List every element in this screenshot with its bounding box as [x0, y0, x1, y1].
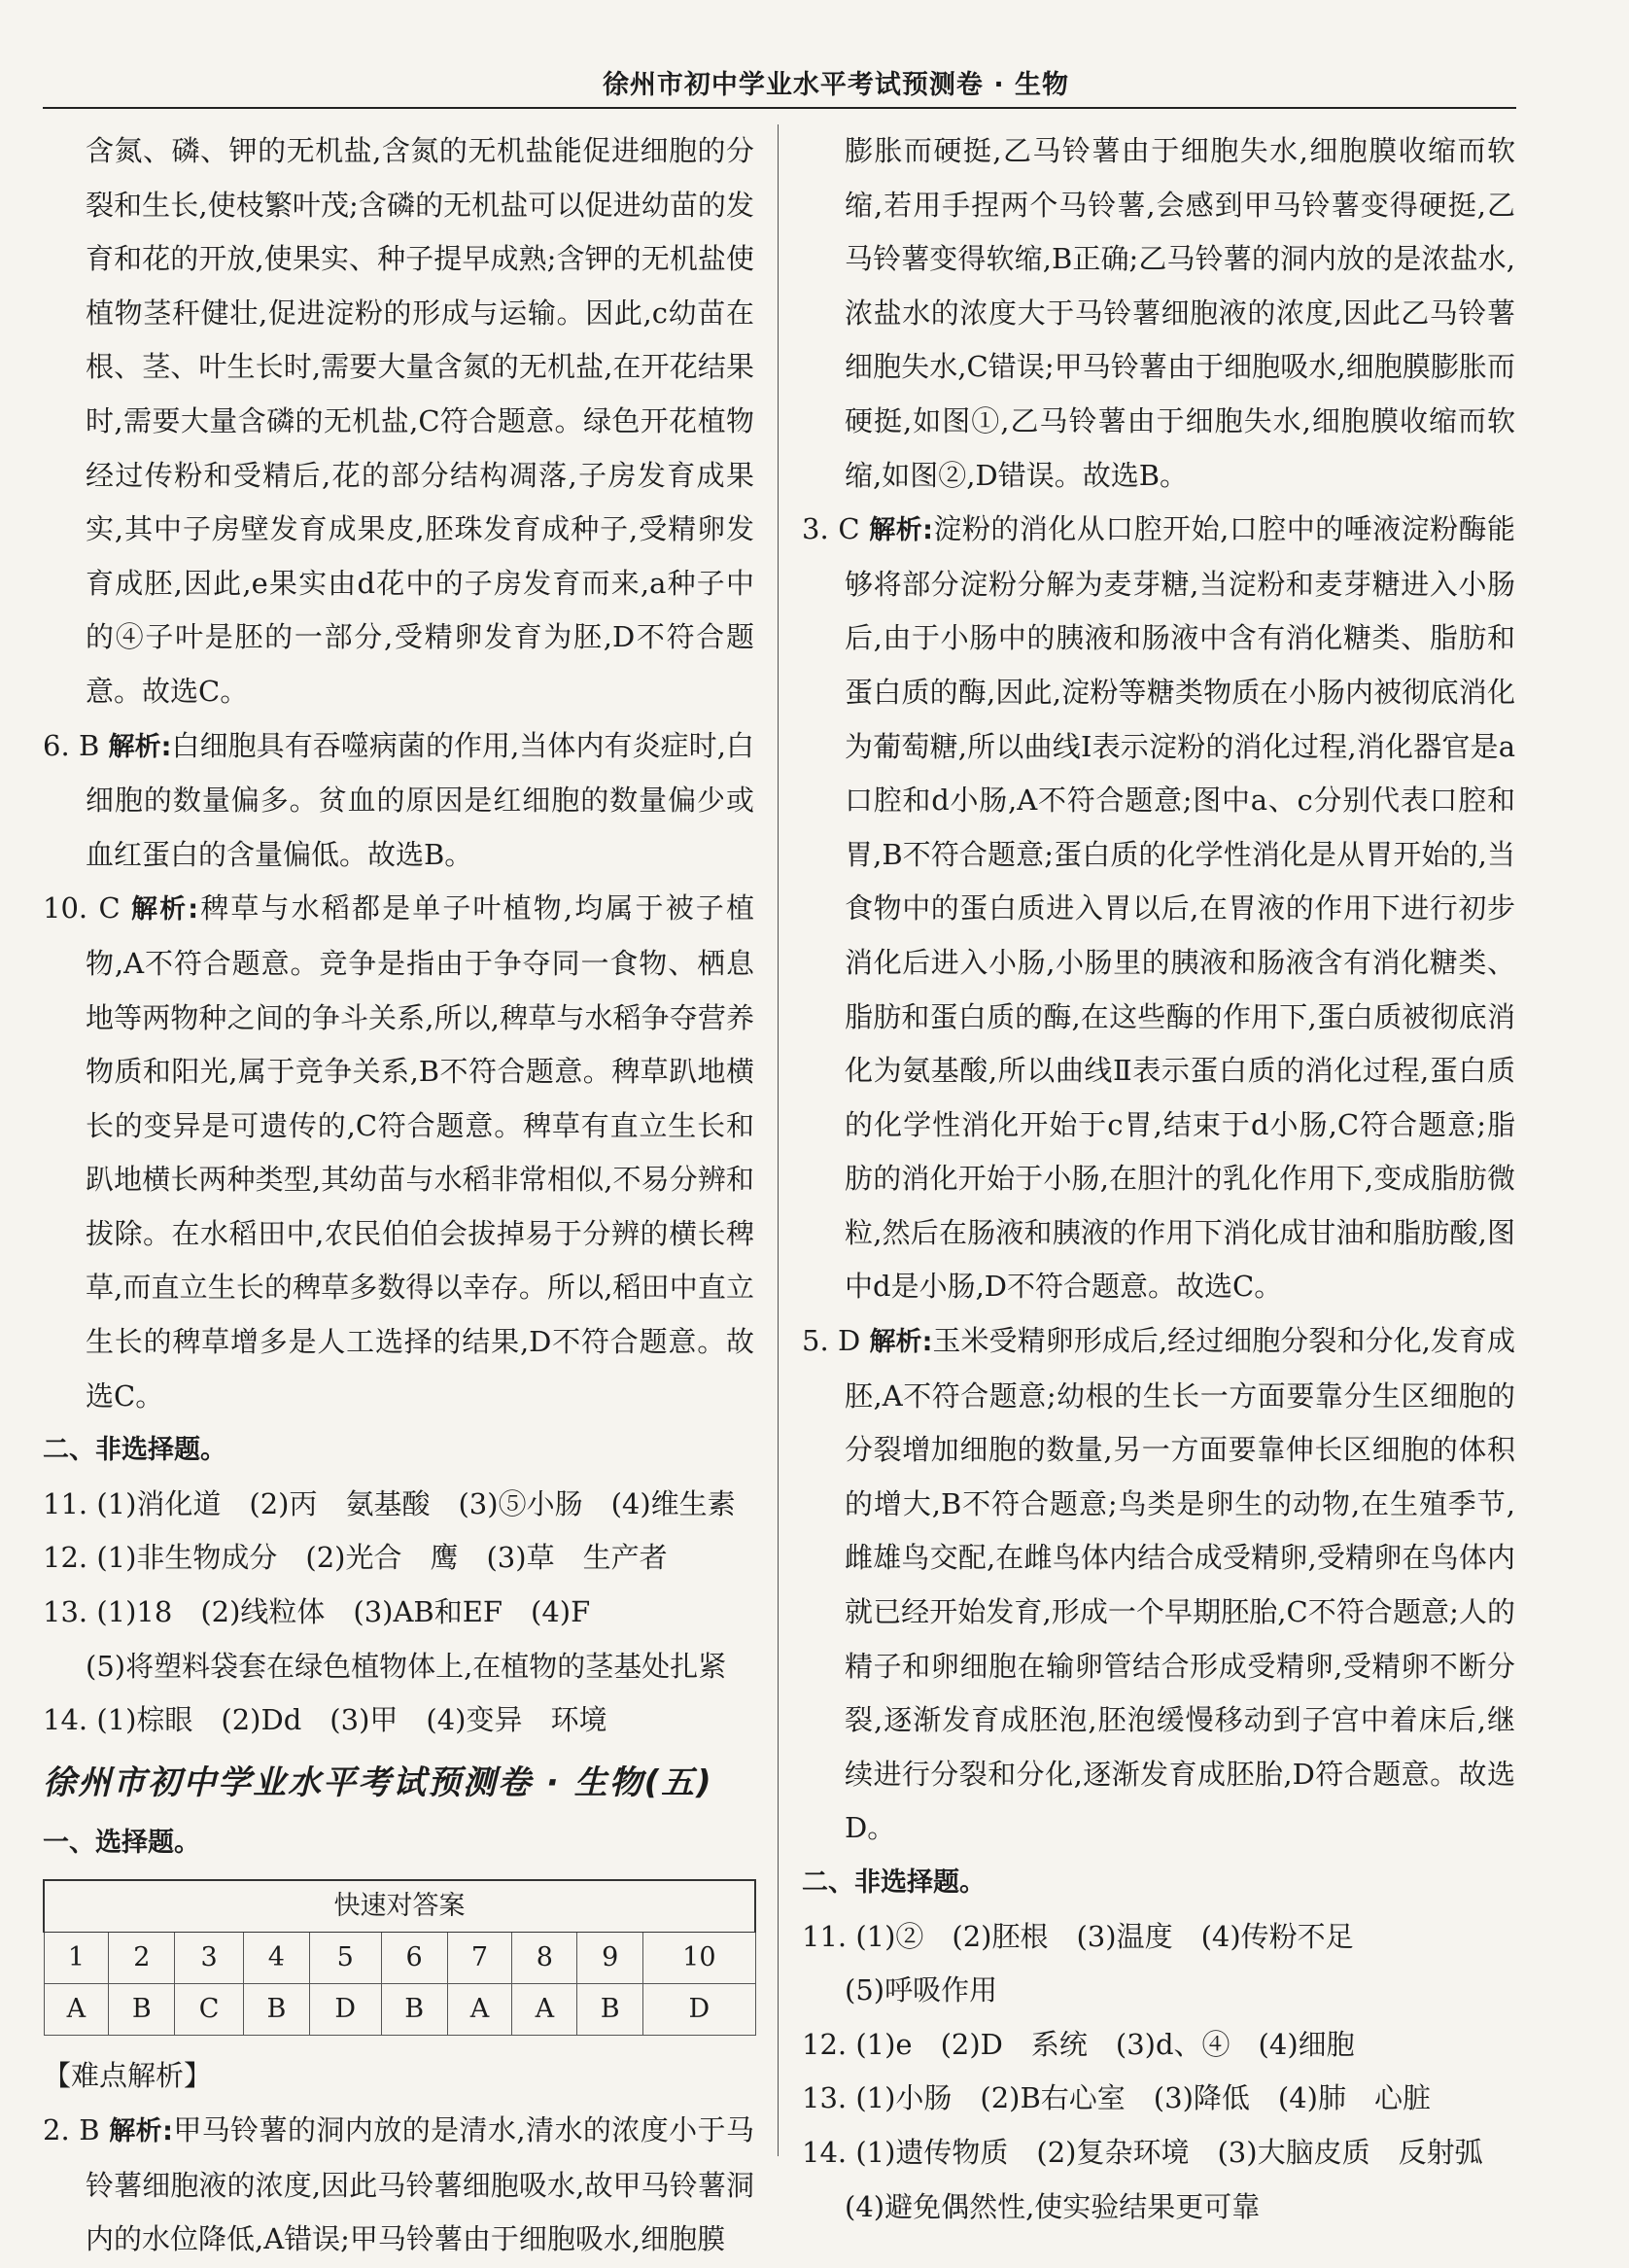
answer-10-label: 解析: [131, 894, 199, 925]
answer-6-text: 白细胞具有吞噬病菌的作用,当体内有炎症时,白细胞的数量偏多。贫血的原因是红细胞的数量偏少或血红蛋白的含量偏低。故选B。 [86, 728, 754, 871]
answer-3-text: 淀粉的消化从口腔开始,口腔中的唾液淀粉酶能够将部分淀粉分解为麦芽糖,当淀粉和麦芽糖进入小肠后,由于小肠中的胰液和肠液中含有消化糖类、脂肪和蛋白质的酶,因此,淀粉等糖类物质在小肠内被彻底消化为葡萄糖,所以曲线Ⅰ表示淀粉的消化过程,消化器官是a口腔和d小肠,A不符合题意;图中a、c分别代表口腔和胃,B不符合题意;蛋白质的化学性消化是从胃开始的,当食物中的蛋白质进入胃以后,在胃液的作用下进行初步消化后进入小肠,小肠里的胰液和肠液含有消化糖类、脂肪和蛋白质的酶,在这些酶的作用下,蛋白质被彻底消化为氨基酸,所以曲线Ⅱ表示蛋白质的消化过程,蛋白质的化学性消化开始于c胃,结束于d小肠,C符合题意;脂肪的消化开始于小肠,在胆汁的乳化作用下,变成脂肪微粒,然后在肠液和胰液的作用下消化成甘油和脂肪酸,图中d是小肠,D不符合题意。故选C。 [845, 512, 1515, 1304]
right-answer-12: 12. (1)e (2)D 系统 (3)d、④ (4)细胞 [802, 2027, 1355, 2061]
table-cell: B [381, 1984, 447, 2036]
exam-section-title: 徐州市初中学业水平考试预测卷 · 生物(五) [43, 1762, 713, 1802]
table-cell: 10 [643, 1933, 755, 1984]
answer-3-number: 3. C [802, 512, 860, 546]
answer-10-text: 稗草与水稻都是单子叶植物,均属于被子植物,A不符合题意。竞争是指由于争夺同一食物、栖息地等两物种之间的争斗关系,所以,稗草与水稻争夺营养物质和阳光,属于竞争关系,B不符合题意。稗草趴地横长的变异是可遗传的,C符合题意。稗草有直立生长和趴地横长两种类型,其幼苗与水稻非常相似,不易分辨和拔除。在水稻田中,农民伯伯会拔掉易于分辨的横长稗草,而直立生长的稗草多数得以幸存。所以,稻田中直立生长的稗草增多是人工选择的结果,D不符合题意。故选C。 [86, 891, 754, 1413]
table-cell: A [512, 1984, 577, 2036]
right-answer-14: 14. (1)遗传物质 (2)复杂环境 (3)大脑皮质 反射弧 [802, 2135, 1483, 2169]
right-answer-11-continued: (5)呼吸作用 [845, 1973, 998, 2007]
table-cell: 4 [243, 1933, 309, 1984]
right-answer-13: 13. (1)小肠 (2)B右心室 (3)降低 (4)肺 心脏 [802, 2081, 1431, 2115]
right-answer-11: 11. (1)② (2)胚根 (3)温度 (4)传粉不足 [802, 1919, 1354, 1953]
answer-2-text: 甲马铃薯的洞内放的是清水,清水的浓度小于马铃薯细胞液的浓度,因此马铃薯细胞吸水,故甲马铃薯洞内的水位降低,A错误;甲马铃薯由于细胞吸水,细胞膜 [86, 2113, 754, 2256]
difficult-analysis-heading: 【难点解析】 [43, 2059, 213, 2093]
table-cell: D [309, 1984, 381, 2036]
section-non-choice-heading: 二、非选择题。 [43, 1435, 226, 1466]
table-cell: 8 [512, 1933, 577, 1984]
answer-10-number: 10. C [43, 891, 121, 925]
page-header [43, 58, 1516, 109]
table-cell: 2 [109, 1933, 175, 1984]
answer-10 [43, 882, 754, 1423]
table-caption: 快速对答案 [44, 1880, 755, 1933]
table-cell: B [109, 1984, 175, 2036]
answer-5-label: 解析: [869, 1327, 933, 1358]
table-cell: 9 [577, 1933, 643, 1984]
answer-2-label: 解析: [109, 2116, 173, 2146]
table-cell: 1 [44, 1933, 109, 1984]
table-cell: 3 [175, 1933, 244, 1984]
table-cell: 7 [447, 1933, 512, 1984]
table-cell: A [44, 1984, 109, 2036]
quick-answer-table [43, 1879, 756, 2036]
answer-11: 11. (1)消化道 (2)丙 氨基酸 (3)⑤小肠 (4)维生素 [43, 1486, 736, 1520]
left-column [43, 124, 754, 2267]
right-column [802, 124, 1515, 2234]
table-row-answers [44, 1984, 755, 2036]
table-cell: A [447, 1984, 512, 2036]
right-section-non-choice-heading: 二、非选择题。 [802, 1867, 986, 1898]
answer-14: 14. (1)棕眼 (2)Dd (3)甲 (4)变异 环境 [43, 1703, 607, 1737]
answer-5 [802, 1314, 1515, 1856]
table-cell: B [243, 1984, 309, 2036]
right-answer-14-continued: (4)避免偶然性,使实验结果更可靠 [845, 2189, 1261, 2223]
answer-6-number: 6. B [43, 728, 100, 762]
answer-6-label: 解析: [108, 731, 172, 762]
column-divider [778, 124, 779, 2156]
header-title: 徐州市初中学业水平考试预测卷 · 生物 [602, 70, 1069, 100]
table-cell: 5 [309, 1933, 381, 1984]
right-continuation-paragraph: 膨胀而硬挺,乙马铃薯由于细胞失水,细胞膜收缩而软缩,若用手捏两个马铃薯,会感到甲马铃薯变得硬挺,乙马铃薯变得软缩,B正确;乙马铃薯的洞内放的是浓盐水,浓盐水的浓度大于马铃薯细胞液的浓度,因此乙马铃薯细胞失水,C错误;甲马铃薯由于细胞吸水,细胞膜膨胀而硬挺,如图①,乙马铃薯由于细胞失水,细胞膜收缩而软缩,如图②,D错误。故选B。 [845, 134, 1515, 492]
answer-5-text: 玉米受精卵形成后,经过细胞分裂和分化,发育成胚,A不符合题意;幼根的生长一方面要靠分生区细胞的分裂增加细胞的数量,另一方面要靠伸长区细胞的体积的增大,B不符合题意;鸟类是卵生的动物,在生殖季节,雌雄鸟交配,在雌鸟体内结合成受精卵,受精卵在鸟体内就已经开始发育,形成一个早期胚胎,C不符合题意;人的精子和卵细胞在输卵管结合形成受精卵,受精卵不断分裂,逐渐发育成胚泡,胚泡缓慢移动到子宫中着床后,继续进行分裂和分化,逐渐发育成胚胎,D符合题意。故选D。 [845, 1324, 1516, 1845]
answer-13-continued: (5)将塑料袋套在绿色植物体上,在植物的茎基处扎紧 [86, 1649, 727, 1683]
answer-5-number: 5. D [802, 1324, 861, 1358]
answer-12: 12. (1)非生物成分 (2)光合 鹰 (3)草 生产者 [43, 1541, 668, 1575]
answer-3-label: 解析: [869, 515, 933, 546]
answer-13: 13. (1)18 (2)线粒体 (3)AB和EF (4)F [43, 1595, 591, 1629]
answer-6 [43, 719, 754, 883]
answer-2 [43, 2104, 754, 2267]
answer-2-number: 2. B [43, 2113, 100, 2146]
table-cell: B [577, 1984, 643, 2036]
table-row-numbers [44, 1933, 755, 1984]
left-continuation-paragraph: 含氮、磷、钾的无机盐,含氮的无机盐能促进细胞的分裂和生长,使枝繁叶茂;含磷的无机盐可以促进幼苗的发育和花的开放,使果实、种子提早成熟;含钾的无机盐使植物茎秆健壮,促进淀粉的形成与运输。因此,c幼苗在根、茎、叶生长时,需要大量含氮的无机盐,在开花结果时,需要大量含磷的无机盐,C符合题意。绿色开花植物经过传粉和受精后,花的部分结构凋落,子房发育成果实,其中子房壁发育成果皮,胚珠发育成种子,受精卵发育成胚,因此,e果实由d花中的子房发育而来,a种子中的④子叶是胚的一部分,受精卵发育为胚,D不符合题意。故选C。 [86, 134, 754, 708]
table-cell: D [643, 1984, 755, 2036]
answer-3 [802, 503, 1515, 1314]
table-cell: 6 [381, 1933, 447, 1984]
section-choice-heading: 一、选择题。 [43, 1827, 200, 1858]
table-cell: C [175, 1984, 244, 2036]
